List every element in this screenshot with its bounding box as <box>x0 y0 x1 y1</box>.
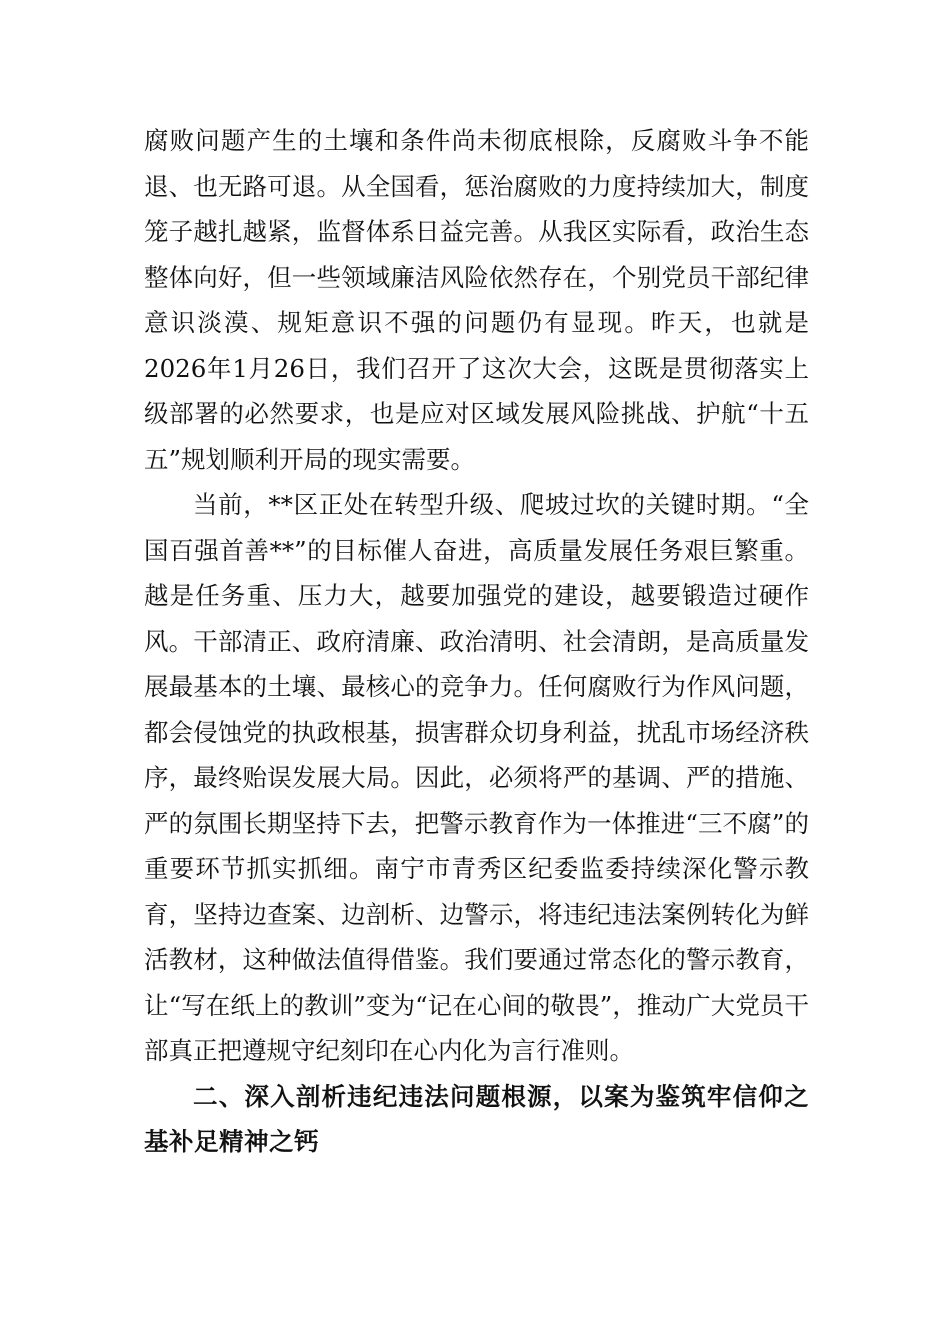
paragraph-current-situation: 当前，**区正处在转型升级、爬坡过坎的关键时期。“全国百强首善**”的目标催人奋进，高质量发展任务艰巨繁重。越是任务重、压力大，越要加强党的建设，越要锻造过硬作风。干部清正、政府清廉、政治清明、社会清朗，是高质量发展最基本的土壤、最核心的竞争力。任何腐败行为作风问题，都会侵蚀党的执政根基，损害群众切身利益，扰乱市场经济秩序，最终贻误发展大局。因此，必须将严的基调、严的措施、严的氛围长期坚持下去，把警示教育作为一体推进“三不腐”的重要环节抓实抓细。南宁市青秀区纪委监委持续深化警示教育，坚持边查案、边剖析、边警示，将违纪违法案例转化为鲜活教材，这种做法值得借鉴。我们要通过常态化的警示教育，让“写在纸上的教训”变为“记在心间的敬畏”，推动广大党员干部真正把遵规守纪刻印在心内化为言行准则。 <box>144 490 809 1065</box>
paragraph-continuation: 腐败问题产生的土壤和条件尚未彻底根除，反腐败斗争不能退、也无路可退。从全国看，惩治腐败的力度持续加大，制度笼子越扎越紧，监督体系日益完善。从我区实际看，政治生态整体向好，但一些领域廉洁风险依然存在，个别党员干部纪律意识淡漠、规矩意识不强的问题仍有显现。昨天，也就是2026年1月26日，我们召开了这次大会，这既是贯彻落实上级部署的必然要求，也是应对区域发展风险挑战、护航“十五五”规划顺利开局的现实需要。 <box>144 126 809 474</box>
document-body <box>144 118 809 1165</box>
section-heading: 二、深入剖析违纪违法问题根源，以案为鉴筑牢信仰之基补足精神之钙 <box>144 1081 809 1156</box>
